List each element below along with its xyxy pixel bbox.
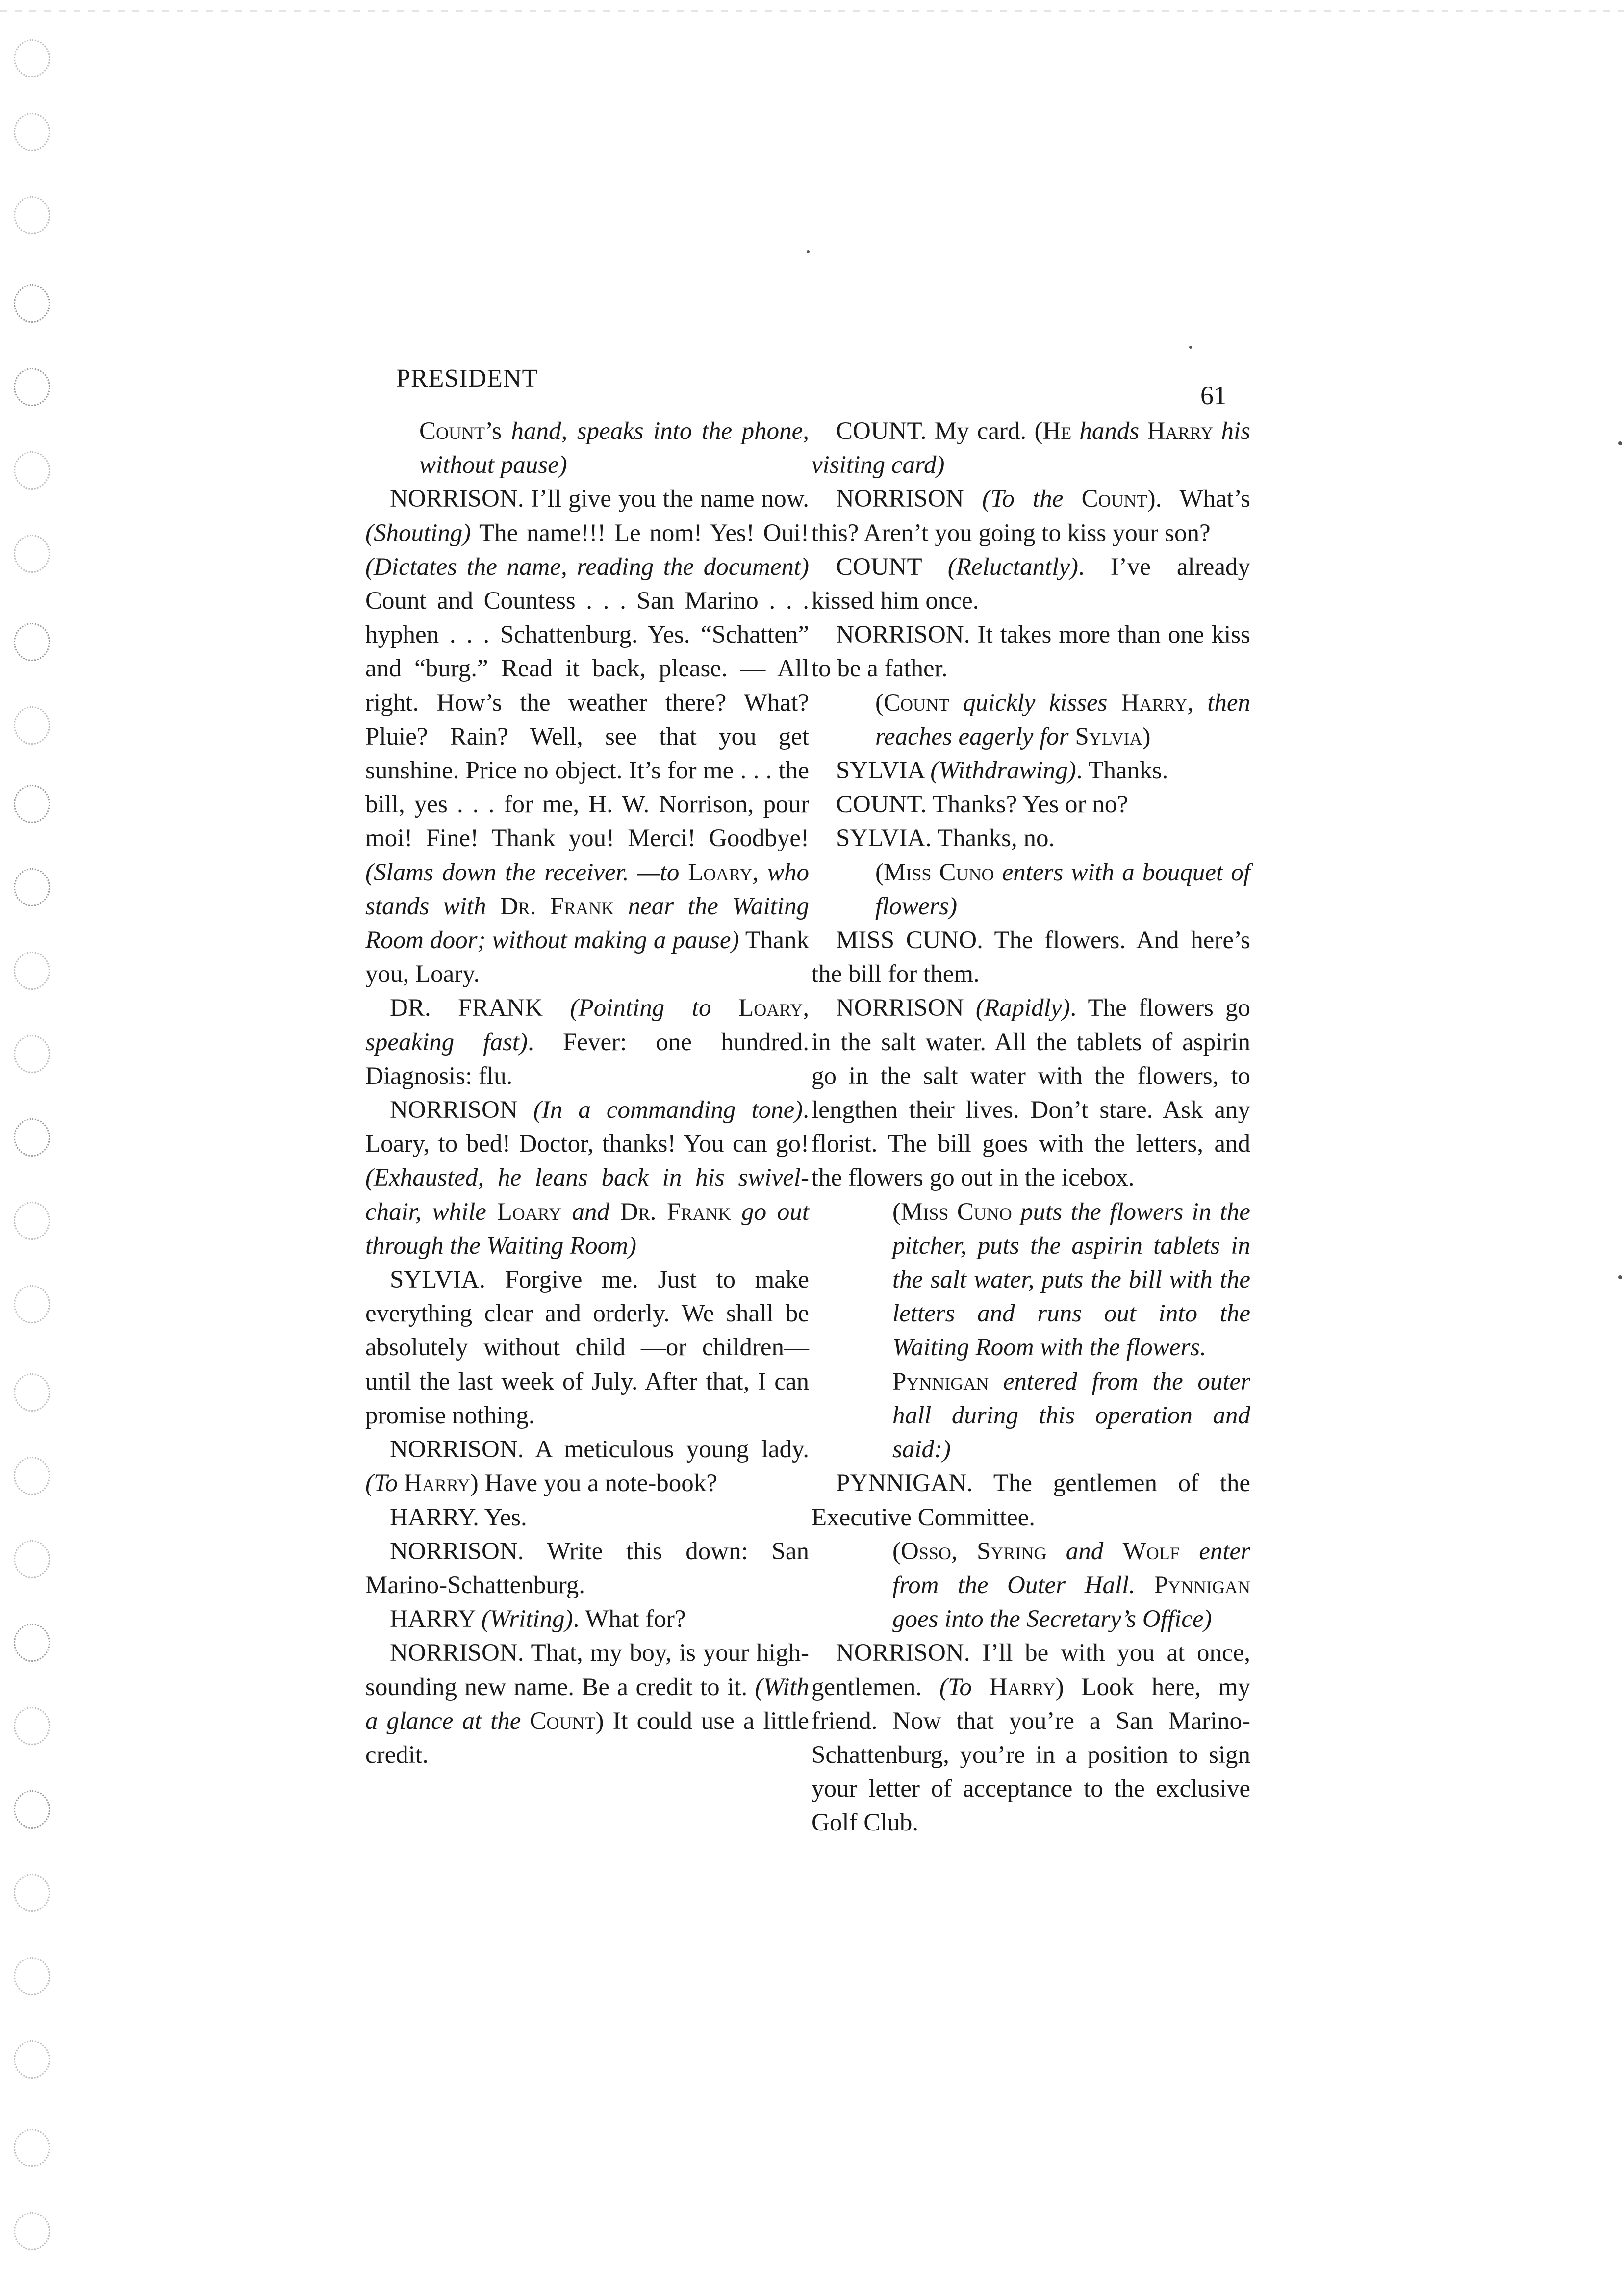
text-run: (With a glance at the: [365, 1673, 809, 1735]
speech: [365, 1636, 809, 1772]
text-run: hand, speaks into the phone, without pause): [419, 417, 809, 479]
stage-direction: [812, 1535, 1250, 1637]
text-run: (: [892, 1198, 901, 1226]
text-run: Miss Cuno: [900, 1198, 1012, 1226]
text-run: NORRISON. Write this down: San Marino-Schattenburg.: [365, 1537, 809, 1599]
text-run: . What for?: [573, 1605, 686, 1633]
text-run: Pynnigan: [1154, 1571, 1250, 1599]
text-run: (Withdrawing): [930, 757, 1076, 785]
text-run: (Pointing to: [570, 994, 739, 1022]
speech: [812, 822, 1250, 855]
text-run: Count: [1081, 485, 1147, 513]
right-column: [812, 414, 1250, 1840]
speech: [812, 482, 1250, 550]
text-run: (: [892, 1537, 901, 1565]
text-run: . What’s this? Aren’t you going to kiss your son?: [812, 485, 1250, 547]
text-run: NORRISON. That, my boy, is your high-sounding new name. Be a credit to it.: [365, 1639, 809, 1701]
text-run: (: [875, 858, 884, 886]
text-run: quickly kisses: [949, 689, 1121, 717]
text-run: HARRY. Yes.: [390, 1503, 527, 1531]
text-run: , speaking fast): [365, 994, 809, 1056]
text-run: SYLVIA: [836, 757, 931, 785]
text-run: ): [1147, 485, 1156, 513]
stage-direction: [365, 414, 809, 482]
text-run: enters with a bouquet of flowers): [875, 858, 1250, 920]
text-run: ): [470, 1469, 479, 1497]
text-run: NORRISON: [836, 485, 982, 513]
text-run: SYLVIA. Thanks, no.: [836, 825, 1055, 852]
speech: [812, 991, 1250, 1195]
speech: [812, 1467, 1250, 1534]
text-run: near the Waiting Room door; without making a pause): [365, 892, 809, 954]
speech: [812, 550, 1250, 618]
text-run: PYNNIGAN. The gentlemen of the Executive Committee.: [812, 1469, 1250, 1531]
text-run: , who stands with: [365, 858, 809, 920]
text-run: (Shouting): [365, 519, 471, 547]
text-run: ): [1142, 722, 1151, 750]
scan-edge-top: [0, 10, 1624, 12]
text-run: Loary: [497, 1198, 561, 1226]
text-run: . The flowers go in the salt water. All the tablets of aspirin go in the salt water with the flowers, to lengthen their lives. Don’t stare. Ask any florist. The bill goes with the letters, and the flowers go out in the icebox.: [812, 994, 1250, 1192]
scan-speck: [1618, 1275, 1622, 1279]
text-run: ,: [951, 1537, 977, 1565]
text-run: (Reluctantly): [947, 553, 1078, 581]
text-run: NORRISON: [836, 994, 976, 1022]
text-run: NORRISON: [390, 1096, 533, 1124]
text-run: Loary: [738, 994, 803, 1022]
scan-speck: [1189, 346, 1192, 349]
text-run: Have you a note-book?: [478, 1469, 717, 1497]
text-run: his visiting card): [812, 417, 1250, 479]
binding-holes: [14, 29, 58, 2237]
speech: [365, 1093, 809, 1263]
text-run: (Exhausted, he leans back in his swivel-chair, while: [365, 1164, 809, 1226]
text-run: Harry: [1147, 417, 1214, 445]
text-run: Count and Countess . . . San Marino . . . hyphen . . . Schattenburg. Yes. “Schatten” and “burg.” Read it back, please. — All right. How’s the weather there? What? Pluie? Rain? Well, see that you get sunshine. Price no object. It’s for me . . . the bill, yes . . . for me, H. W. Norrison, pour moi! Fine! Thank you! Merci! Goodbye!: [365, 587, 809, 852]
text-run: and: [561, 1198, 620, 1226]
text-run: The name!!! Le nom! Yes! Oui!: [471, 519, 809, 547]
speech: [365, 1602, 809, 1636]
scan-speck: [1618, 441, 1622, 445]
page-number: 61: [1200, 381, 1227, 410]
stage-direction: [812, 1365, 1250, 1467]
text-run: Count: [419, 417, 485, 445]
text-run: . Loary, to bed! Doctor, thanks! You can go!: [365, 1096, 809, 1158]
text-run: Osso: [900, 1537, 951, 1565]
text-run: (To the: [982, 485, 1082, 513]
speech: [812, 788, 1250, 822]
text-run: (Writing): [481, 1605, 573, 1633]
text-run: COUNT. Thanks? Yes or no?: [836, 791, 1128, 819]
text-run: puts the flowers in the pitcher, puts the aspirin tablets in the salt water, puts the bill with the letters and runs out into the Waiting Room with the flowers.: [892, 1198, 1251, 1362]
scan-speck: [807, 250, 810, 253]
speech: [365, 1263, 809, 1433]
speech: [365, 1433, 809, 1500]
text-run: (In a commanding tone): [533, 1096, 803, 1124]
text-run: Dr. Frank: [500, 892, 614, 920]
text-run: ’s: [485, 417, 511, 445]
text-run: Thank you, Loary.: [365, 927, 809, 988]
text-run: SYLVIA. Forgive me. Just to make everything clear and orderly. We shall be absolutely without child —or children—until the last week of July. After that, I can promise nothing.: [365, 1266, 809, 1429]
speech: [812, 1636, 1250, 1840]
text-run: HARRY: [390, 1605, 482, 1633]
text-run: Dr. Frank: [620, 1198, 731, 1226]
speech: [365, 482, 809, 991]
text-run: enter from the Outer Hall.: [892, 1537, 1251, 1599]
text-run: . I’ve already kissed him once.: [812, 553, 1250, 615]
text-run: ): [1055, 1673, 1064, 1701]
text-run: hands: [1071, 417, 1147, 445]
text-run: (To: [939, 1673, 990, 1701]
text-run: (: [875, 689, 884, 717]
left-column: [365, 414, 809, 1772]
text-run: DR. FRANK: [390, 994, 570, 1022]
text-run: COUNT. My card. (: [836, 417, 1043, 445]
text-run: Count: [530, 1707, 596, 1735]
text-run: Look here, my friend. Now that you’re a San Marino-Schattenburg, you’re in a position to sign your letter of acceptance to the exclusive Golf Club.: [812, 1673, 1251, 1837]
text-run: Wolf: [1122, 1537, 1180, 1565]
text-run: MISS CUNO. The flowers. And here’s the bill for them.: [812, 927, 1250, 988]
text-run: goes into the Secretary’s Office): [892, 1605, 1212, 1633]
running-head: PRESIDENT: [396, 364, 538, 392]
text-run: . Fever: one hundred. Diagnosis: flu.: [365, 1028, 810, 1090]
speech: [812, 618, 1250, 686]
text-run: NORRISON. It takes more than one kiss to be a father.: [812, 621, 1250, 683]
text-run: Harry: [989, 1673, 1056, 1701]
speech: [365, 1501, 809, 1535]
speech: [812, 924, 1250, 991]
speech: [812, 754, 1250, 788]
text-run: NORRISON. I’ll give you the name now.: [390, 485, 809, 513]
text-run: go out through the Waiting Room): [365, 1198, 809, 1260]
text-run: (Dictates the name, reading the document): [365, 553, 809, 581]
speech: [365, 1535, 809, 1602]
text-run: He: [1042, 417, 1072, 445]
speech: [812, 414, 1250, 482]
text-run: entered from the outer hall during this operation and said:): [892, 1367, 1250, 1464]
text-run: Pynnigan: [892, 1367, 989, 1395]
text-run: It could use a little credit.: [365, 1707, 810, 1769]
text-run: and: [1046, 1537, 1123, 1565]
stage-direction: [812, 686, 1250, 754]
text-run: Harry: [1121, 689, 1188, 717]
text-run: Loary: [688, 858, 753, 886]
text-run: NORRISON. A meticulous young lady.: [390, 1436, 809, 1464]
text-run: Miss Cuno: [883, 858, 994, 886]
text-run: . Thanks.: [1076, 757, 1168, 785]
text-run: COUNT: [836, 553, 948, 581]
text-run: Count: [883, 689, 949, 717]
text-run: (Rapidly): [975, 994, 1070, 1022]
stage-direction: [812, 1195, 1250, 1365]
text-run: (To: [365, 1469, 404, 1497]
text-run: Syring: [977, 1537, 1047, 1565]
text-run: NORRISON. I’ll be with you at once, gentlemen.: [812, 1639, 1250, 1701]
text-run: , then reaches eagerly for: [875, 689, 1250, 750]
stage-direction: [812, 856, 1250, 924]
text-run: Harry: [404, 1469, 470, 1497]
text-run: (Slams down the receiver. —to: [365, 858, 688, 886]
text-run: Sylvia: [1075, 722, 1142, 750]
speech: [365, 991, 809, 1093]
text-run: ): [595, 1707, 604, 1735]
